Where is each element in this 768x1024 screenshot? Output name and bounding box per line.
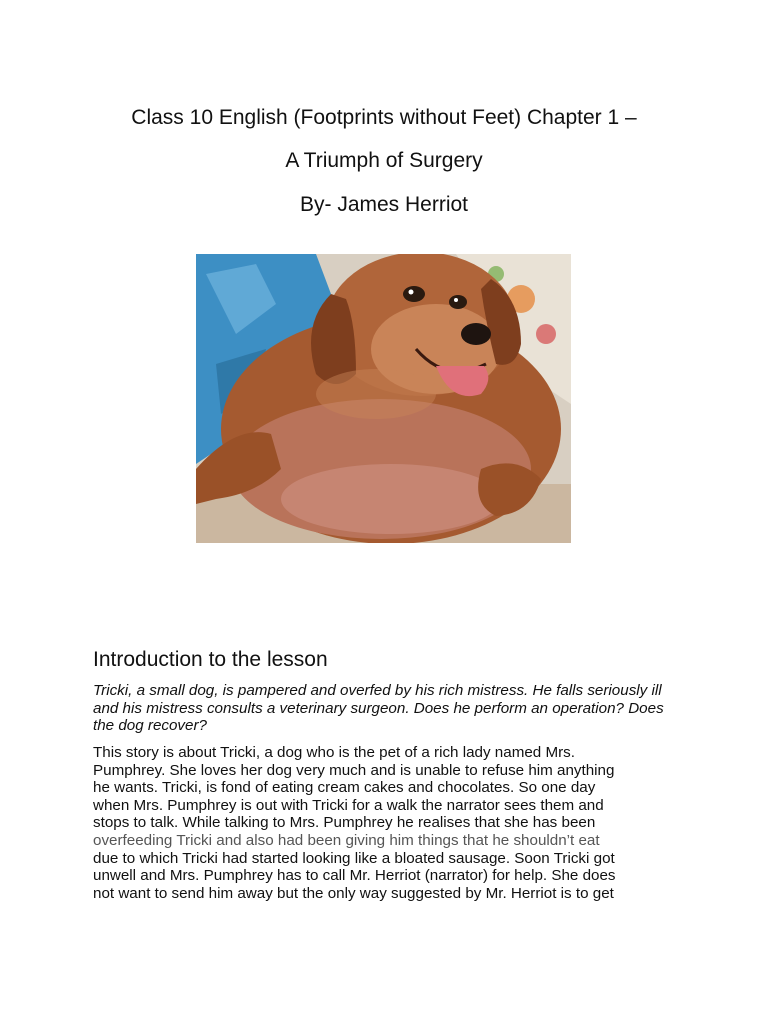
intro-paragraph: Tricki, a small dog, is pampered and overfed by his rich mistress. He falls seriously ill and his mistress consults a veterinary surgeon. Does he perform an operation? Does the dog recover? bbox=[93, 682, 664, 735]
paragraph-line: This story is about Tricki, a dog who is the pet of a rich lady named Mrs. bbox=[93, 744, 575, 761]
paragraph-line: unwell and Mrs. Pumphrey has to call Mr. Herriot (narrator) for help. She does bbox=[93, 867, 616, 885]
paragraph-line: when Mrs. Pumphrey is out with Tricki for a walk the narrator sees them and bbox=[93, 796, 604, 814]
story-paragraph bbox=[93, 744, 683, 902]
paragraph-line: not want to send him away but the only way suggested by Mr. Herriot is to get bbox=[93, 884, 614, 902]
paragraph-line: Pumphrey. She loves her dog very much and is unable to refuse him anything bbox=[93, 761, 615, 779]
paragraph-line: overfeeding Tricki and also had been giving him things that he shouldn’t eat bbox=[93, 831, 600, 849]
title-line-2: A Triumph of Surgery bbox=[285, 149, 483, 172]
overweight-dog-photo bbox=[196, 254, 571, 543]
author-line: By- James Herriot bbox=[299, 193, 469, 216]
title-line-1: Class 10 English (Footprints without Feet) Chapter 1 – bbox=[131, 106, 637, 129]
section-heading: Introduction to the lesson bbox=[93, 648, 328, 671]
paragraph-line: he wants. Tricki, is fond of eating cream cakes and chocolates. So one day bbox=[93, 779, 596, 797]
paragraph-line: due to which Tricki had started looking like a bloated sausage. Soon Tricki got bbox=[93, 849, 615, 867]
paragraph-line: stops to talk. While talking to Mrs. Pumphrey he realises that she has been bbox=[93, 814, 596, 832]
